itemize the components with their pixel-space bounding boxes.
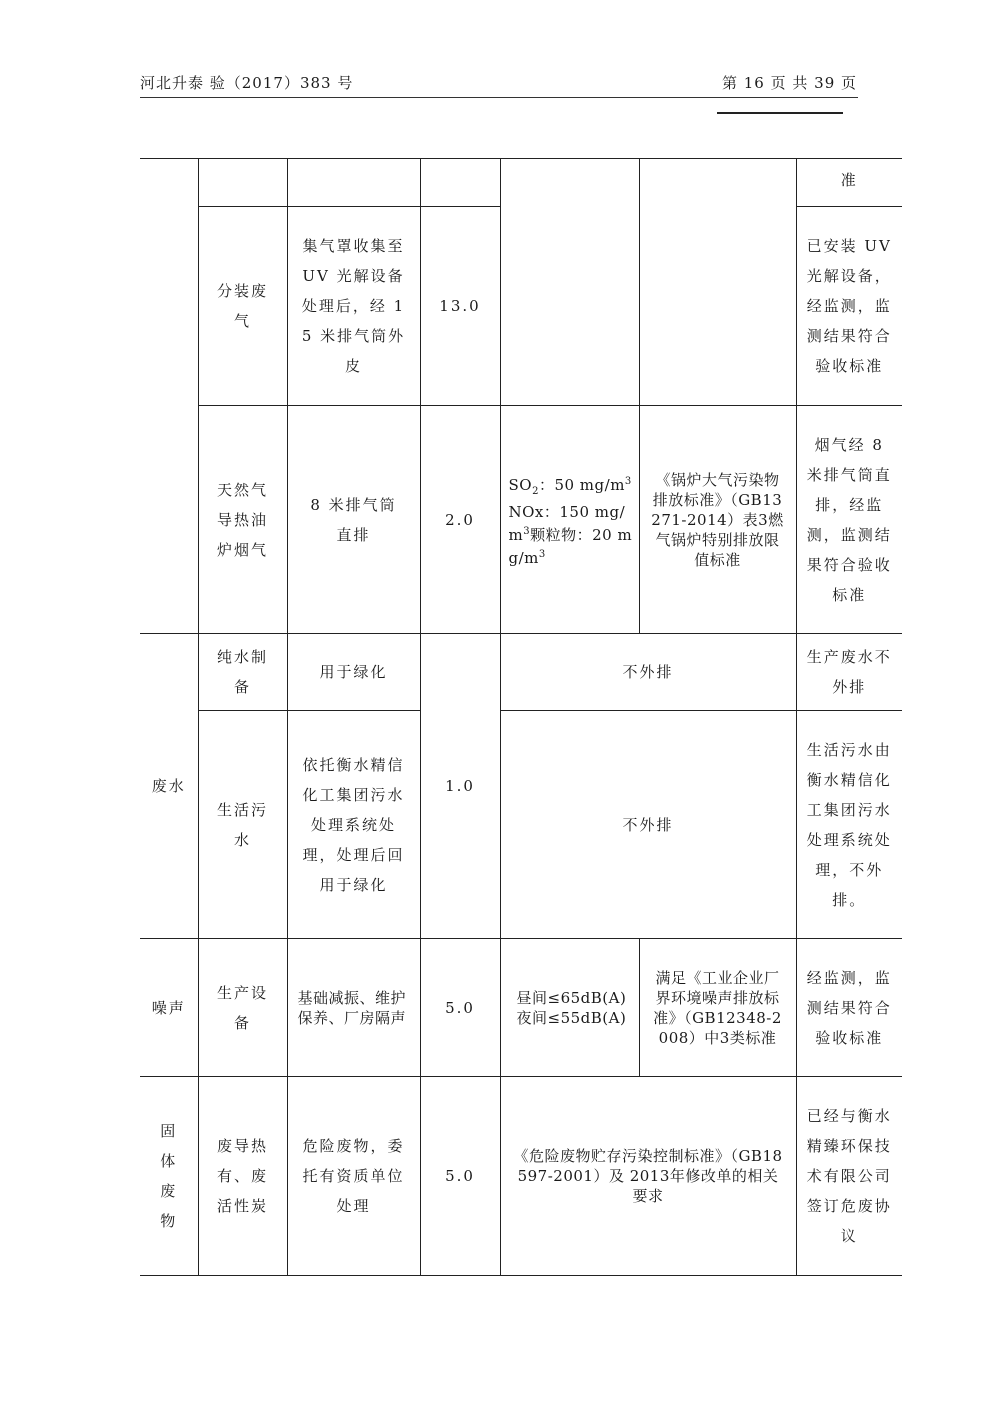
- investment-cell: 13.0: [420, 207, 500, 406]
- measure-cell: 用于绿化: [287, 634, 420, 711]
- measure-cell: 集气罩收集至UV 光解设备处理后，经 15 米排气筒外皮: [287, 207, 420, 406]
- table-row: [140, 159, 902, 207]
- status-cell: 生产废水不外排: [796, 634, 902, 711]
- category-cell: 噪声: [140, 939, 198, 1077]
- investment-cell-blank: [420, 159, 500, 207]
- standard-cell-blank: [639, 159, 796, 406]
- source-cell: 纯水制备: [198, 634, 287, 711]
- category-cell: 固体废物: [140, 1077, 198, 1276]
- limit-cell: [500, 939, 639, 1077]
- category-cell-blank: [140, 159, 198, 634]
- page-info: 第 16 页 共 39 页: [722, 74, 858, 92]
- measure-cell: 基础减振、维护保养、厂房隔声: [287, 939, 420, 1077]
- table-row: [140, 634, 902, 711]
- status-cell: 准: [796, 159, 902, 207]
- status-cell: 经监测，监测结果符合验收标准: [796, 939, 902, 1077]
- header-divider: [140, 97, 858, 98]
- investment-cell: 5.0: [420, 1077, 500, 1276]
- measure-cell: 依托衡水精信化工集团污水处理系统处理，处理后回用于绿化: [287, 711, 420, 939]
- investment-cell: 2.0: [420, 406, 500, 634]
- table-row: [140, 1077, 902, 1276]
- status-cell: 已经与衡水精臻环保技术有限公司签订危废协议: [796, 1077, 902, 1276]
- standard-cell: 《危险废物贮存污染控制标准》（GB18597-2001）及 2013年修改单的相关要求: [500, 1077, 796, 1276]
- table-row: [140, 711, 902, 939]
- investment-cell: 5.0: [420, 939, 500, 1077]
- source-cell: 天然气导热油炉烟气: [198, 406, 287, 634]
- status-cell: 烟气经 8 米排气筒直排，经监测，监测结果符合验收标准: [796, 406, 902, 634]
- limit-cell-blank: [500, 159, 639, 406]
- table-row: [140, 939, 902, 1077]
- category-cell: 废水: [140, 634, 198, 939]
- measure-cell: 8 米排气筒直排: [287, 406, 420, 634]
- status-cell: 生活污水由衡水精信化工集团污水处理系统处理，不外排。: [796, 711, 902, 939]
- source-cell: 分装废气: [198, 207, 287, 406]
- limit-cell: 不外排: [500, 634, 796, 711]
- measure-cell: 危险废物，委托有资质单位处理: [287, 1077, 420, 1276]
- header-underline: [717, 112, 843, 114]
- source-cell-blank: [198, 159, 287, 207]
- status-cell: 已安装 UV 光解设备，经监测，监测结果符合验收标准: [796, 207, 902, 406]
- source-cell: 生产设备: [198, 939, 287, 1077]
- standard-cell: 《锅炉大气污染物排放标准》（GB13271-2014）表3燃气锅炉特别排放限值标准: [639, 406, 796, 634]
- measure-cell-blank: [287, 159, 420, 207]
- environmental-measures-table: [140, 158, 902, 1276]
- document-number: 河北升泰 验（2017）383 号: [140, 74, 354, 92]
- limit-night: 夜间≤55dB(A): [516, 1008, 627, 1027]
- standard-cell: 满足《工业企业厂界环境噪声排放标准》（GB12348-2008）中3类标准: [639, 939, 796, 1077]
- limit-day: 昼间≤65dB(A): [516, 988, 627, 1007]
- source-cell: 生活污水: [198, 711, 287, 939]
- limit-cell: [500, 406, 639, 634]
- limit-cell: 不外排: [500, 711, 796, 939]
- limit-text: $SO_2$：50 $mg/m^3$ NOx：150 $mg/m^3$颗粒物：20 $mg/m^3$: [508, 475, 633, 567]
- table-row: [140, 406, 902, 634]
- investment-cell: 1.0: [420, 634, 500, 939]
- source-cell: 废导热有、废活性炭: [198, 1077, 287, 1276]
